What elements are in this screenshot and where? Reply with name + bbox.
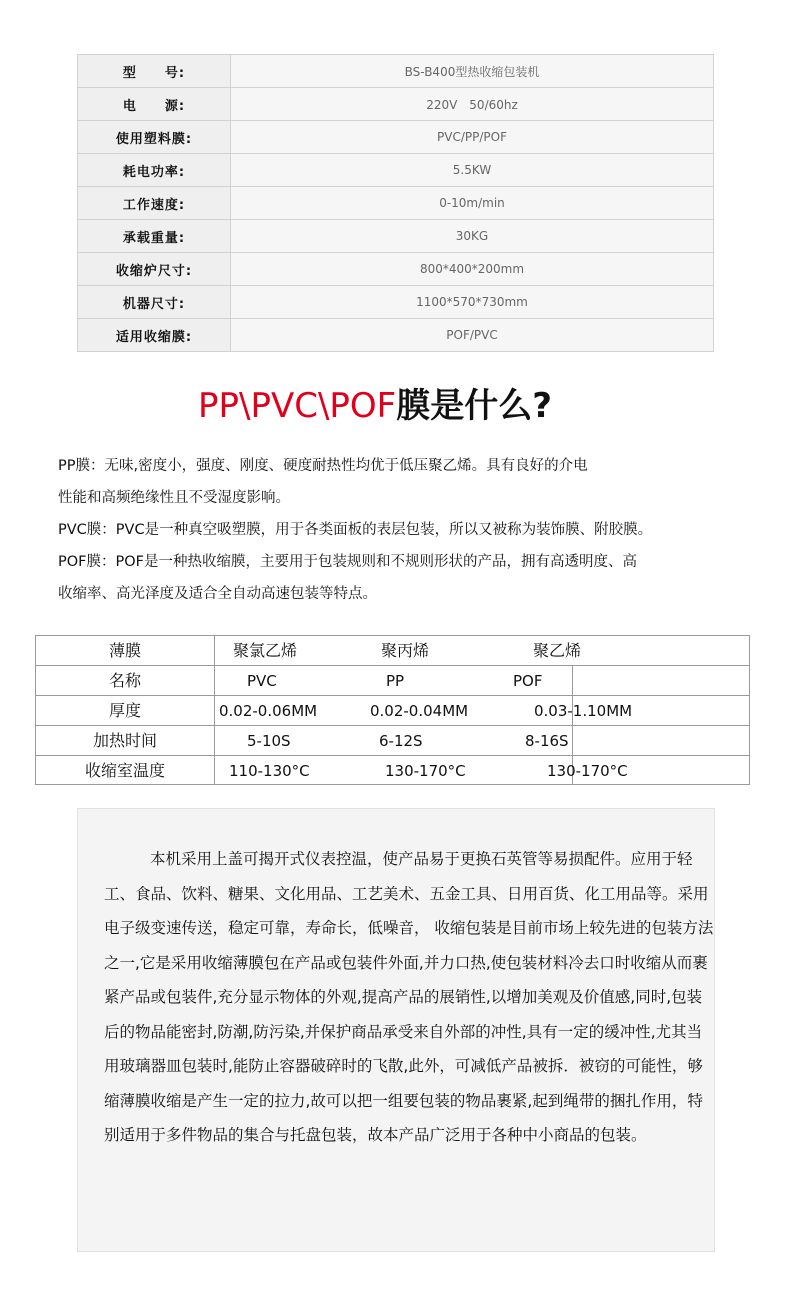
- spec-value: 1100*570*730mm: [231, 286, 714, 319]
- film-cell: 聚乙烯: [533, 641, 582, 660]
- film-cell: POF: [513, 672, 543, 690]
- film-cell: 0.03-1.10MM: [534, 702, 633, 720]
- film-cell: PVC: [247, 672, 277, 690]
- spec-label: 收缩炉尺寸:: [78, 253, 231, 286]
- spec-row: [78, 55, 714, 88]
- film-cell: 130-170°C: [547, 762, 628, 780]
- spec-value: 0-10m/min: [231, 187, 714, 220]
- spec-row: [78, 154, 714, 187]
- film-cell: 110-130°C: [229, 762, 310, 780]
- description-box: [77, 808, 715, 1252]
- film-cell: 0.02-0.04MM: [370, 702, 469, 720]
- spec-label: 工作速度:: [78, 187, 231, 220]
- definition-line: PVC膜：PVC是一种真空吸塑膜，用于各类面板的表层包装，所以又被称为装饰膜、附胶膜。: [58, 522, 653, 538]
- film-definitions: [58, 450, 778, 610]
- film-cell: 6-12S: [379, 732, 423, 750]
- spec-value: 30KG: [231, 220, 714, 253]
- film-label: 名称: [108, 671, 141, 690]
- film-label: 收缩室温度: [84, 761, 165, 780]
- film-label: 厚度: [108, 701, 141, 720]
- heading-question: 膜是什么?: [396, 386, 552, 426]
- film-cell: PP: [386, 672, 405, 690]
- spec-label: 电 源:: [78, 88, 231, 121]
- spec-label: 型 号:: [78, 55, 231, 88]
- spec-value: BS-B400型热收缩包装机: [231, 55, 714, 88]
- definition-line: PP膜：无味,密度小，强度、刚度、硬度耐热性均优于低压聚乙烯。具有良好的介电: [58, 458, 588, 474]
- spec-value: 220V 50/60hz: [231, 88, 714, 121]
- description-text: [104, 842, 716, 1153]
- definition-line: 性能和高频绝缘性且不受湿度影响。: [58, 490, 290, 506]
- section-heading: [0, 383, 750, 429]
- spec-row: [78, 286, 714, 319]
- spec-label: 机器尺寸:: [78, 286, 231, 319]
- film-cell: 8-16S: [525, 732, 569, 750]
- spec-row: [78, 319, 714, 352]
- film-cell: 130-170°C: [385, 762, 466, 780]
- film-label: 加热时间: [92, 731, 157, 750]
- spec-table: [77, 54, 714, 352]
- spec-label: 承载重量:: [78, 220, 231, 253]
- film-cell: 0.02-0.06MM: [219, 702, 318, 720]
- spec-label: 使用塑料膜:: [78, 121, 231, 154]
- spec-row: [78, 88, 714, 121]
- spec-value: PVC/PP/POF: [231, 121, 714, 154]
- film-cell: 聚丙烯: [381, 641, 430, 660]
- film-label: 薄膜: [108, 641, 141, 660]
- spec-row: [78, 121, 714, 154]
- definition-line: POF膜：POF是一种热收缩膜，主要用于包装规则和不规则形状的产品，拥有高透明度、高: [58, 554, 637, 570]
- heading-film-types: PP\PVC\POF: [198, 386, 397, 426]
- spec-row: [78, 220, 714, 253]
- film-cell: 5-10S: [247, 732, 291, 750]
- spec-label: 耗电功率:: [78, 154, 231, 187]
- spec-value: POF/PVC: [231, 319, 714, 352]
- spec-value: 5.5KW: [231, 154, 714, 187]
- spec-value: 800*400*200mm: [231, 253, 714, 286]
- film-cell: 聚氯乙烯: [233, 641, 298, 660]
- definition-line: 收缩率、高光泽度及适合全自动高速包装等特点。: [58, 586, 377, 602]
- film-comparison-table: [35, 635, 750, 785]
- spec-label: 适用收缩膜:: [78, 319, 231, 352]
- description-body: 本机采用上盖可揭开式仪表控温，使产品易于更换石英管等易损配件。应用于轻工、食品、饮料、糖果、文化用品、工艺美术、五金工具、日用百货、化工用品等。采用电子级变速传送，稳定可靠，寿命长，低噪音， 收缩包装是目前市场上较先进的包装方法之一,它是采用收缩薄膜包在产品或包装件外面,并力口热,使包装材料冷去口时收缩从而裹紧产品或包装件,充分显示物体的外观,提高产品的展销性,以增加美观及价值感,同时,包装后的物品能密封,防潮,防污染,并保护商品承受来自外部的冲性,具有一定的缓冲性,尤其当用玻璃器皿包装时,能防止容器破碎时的飞散,此外，可减低产品被拆．被窃的可能性，够缩薄膜收缩是产生一定的拉力,故可以把一组要包装的物品裹紧,起到绳带的捆扎作用，特别适用于多件物品的集合与托盘包装，故本产品广泛用于各种中小商品的包装。: [104, 850, 714, 1144]
- spec-row: [78, 187, 714, 220]
- grid-line: [214, 636, 215, 784]
- spec-row: [78, 253, 714, 286]
